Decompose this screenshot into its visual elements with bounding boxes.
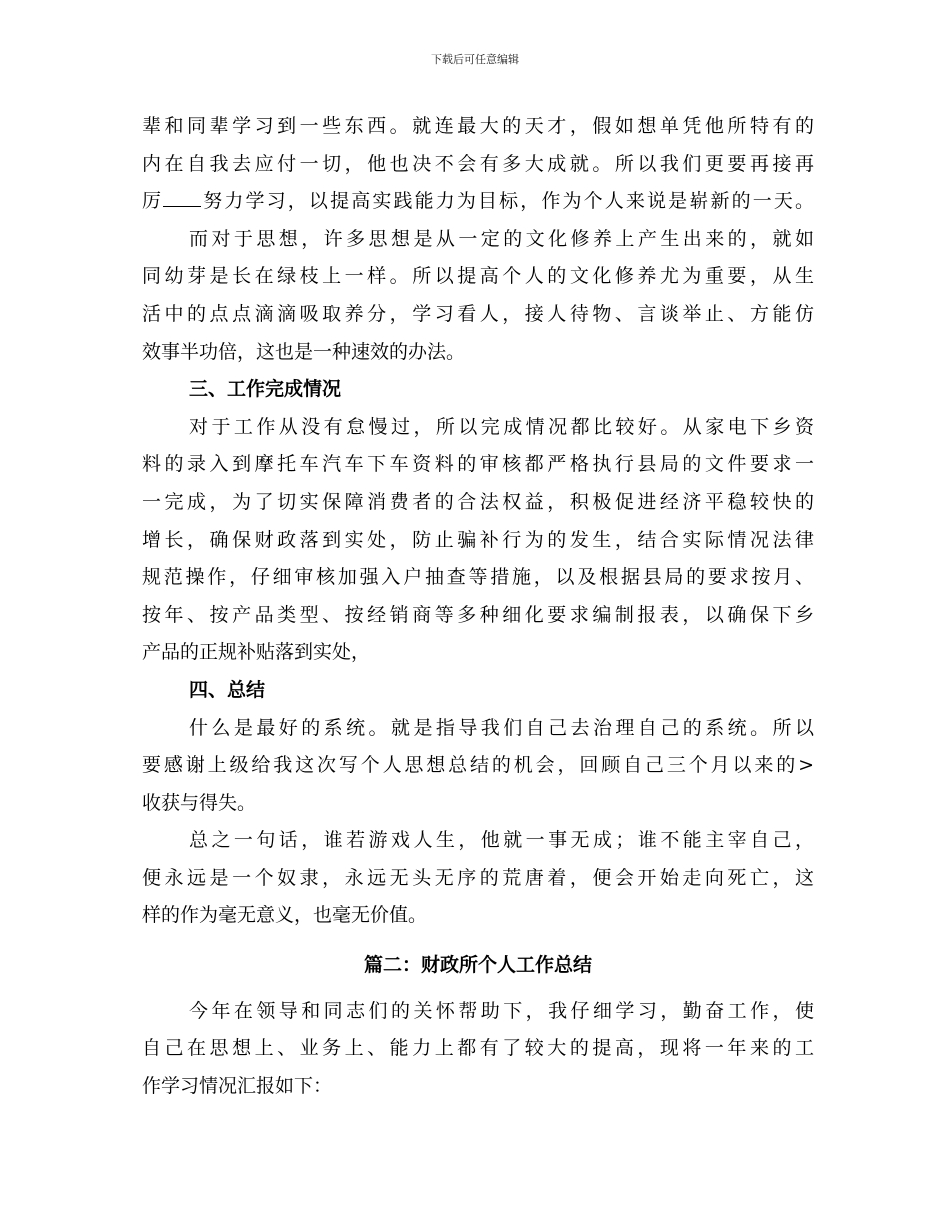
page-header: 下载后可任意编辑: [431, 53, 519, 66]
paragraph-start-line: 总之一句话，谁若游戏人生，他就一事无成；谁不能主宰自己，: [189, 829, 814, 852]
section-heading: 四、总结: [189, 678, 266, 701]
section-heading: 三、工作完成情况: [189, 378, 342, 401]
text-line: 要感谢上级给我这次写个人思想总结的机会，回顾自己三个月以来的>: [142, 754, 814, 777]
text-line: 按年、按产品类型、按经销商等多种细化要求编制报表，以确保下乡: [142, 603, 814, 626]
text-line: 活中的点点滴滴吸取养分，学习看人，接人待物、言谈举止、方能仿: [142, 302, 814, 325]
text-line: 便永远是一个奴隶，永远无头无序的荒唐着，便会开始走向死亡，这: [142, 866, 814, 889]
text-line: 一完成，为了切实保障消费者的合法权益，积极促进经济平稳较快的: [142, 490, 814, 513]
paragraph-start-line: 什么是最好的系统。就是指导我们自己去治理自己的系统。所以: [189, 716, 814, 739]
text-line: 作学习情况汇报如下：: [142, 1074, 333, 1097]
paragraph-start-line: 今年在领导和同志们的关怀帮助下，我仔细学习，勤奋工作，使: [189, 999, 814, 1022]
text-line: 辈和同辈学习到一些东西。就连最大的天才，假如想单凭他所特有的: [142, 115, 814, 137]
paragraph-start-line: 而对于思想，许多思想是从一定的文化修养上产生出来的，就如: [189, 227, 814, 250]
text-line: 料的录入到摩托车汽车下车资料的审核都严格执行县局的文件要求一: [142, 453, 814, 476]
fill-blank: [163, 188, 201, 207]
text-fragment: 厉: [142, 190, 164, 213]
text-line: 内在自我去应付一切，他也决不会有多大成就。所以我们更要再接再: [142, 152, 814, 175]
text-line: 效事半功倍，这也是一种速效的办法。: [142, 340, 466, 363]
text-line: 增长，确保财政落到实处，防止骗补行为的发生，结合实际情况法律: [142, 528, 814, 551]
text-line: [142, 183, 814, 221]
text-line: 规范操作，仔细审核加强入户抽查等措施，以及根据县局的要求按月、: [142, 566, 814, 589]
text-line: 样的作为毫无意义，也毫无价值。: [142, 904, 428, 927]
text-line: 自己在思想上、业务上、能力上都有了较大的提高，现将一年来的工: [142, 1037, 814, 1060]
text-fragment: 努力学习，以提高实践能力为目标，作为个人来说是崭新的一天。: [201, 190, 814, 213]
paragraph-start-line: 对于工作从没有怠慢过，所以完成情况都比较好。从家电下乡资: [189, 415, 814, 438]
text-line: 同幼芽是长在绿枝上一样。所以提高个人的文化修养尤为重要，从生: [142, 265, 814, 288]
text-line: 产品的正规补贴落到实处，: [142, 641, 371, 664]
article-title: 篇二：财政所个人工作总结: [363, 954, 592, 977]
text-line: 收获与得失。: [142, 791, 257, 814]
document-body: [142, 108, 814, 1105]
